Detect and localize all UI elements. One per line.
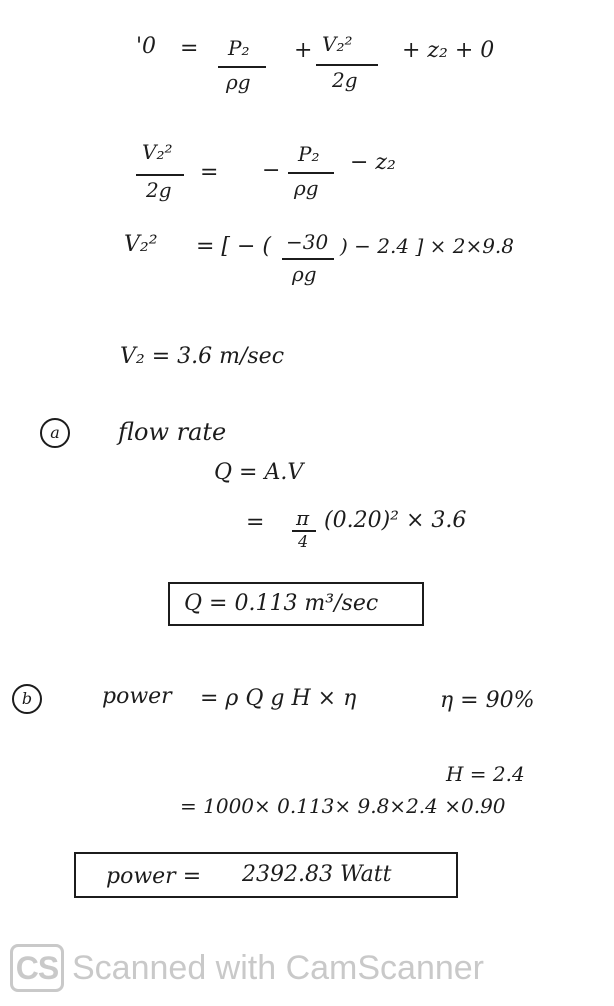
part-b-result-box bbox=[74, 852, 458, 898]
eq1-lhs: '0 bbox=[136, 34, 157, 59]
part-a-marker: a bbox=[40, 418, 70, 448]
camscanner-watermark bbox=[10, 940, 484, 996]
eq1-term1-fraction-bar bbox=[218, 66, 266, 68]
part-b-head: H = 2.4 bbox=[446, 762, 525, 786]
part-a-line2-rest: (0.20)² × 3.6 bbox=[324, 508, 467, 533]
eq2-minus: − bbox=[262, 158, 281, 183]
part-a-result-box bbox=[168, 582, 424, 626]
eq2-equals: = bbox=[200, 160, 219, 185]
eq3-rhs-open: = [ − ( bbox=[196, 234, 272, 259]
eq1-rest: + z₂ + 0 bbox=[402, 38, 495, 63]
camscanner-text: Scanned with CamScanner bbox=[72, 948, 485, 987]
eq4-velocity-result: V₂ = 3.6 m/sec bbox=[120, 344, 285, 369]
eq1-equals: = bbox=[180, 36, 199, 61]
eq2-rest: − z₂ bbox=[350, 150, 396, 175]
part-b-calculation: = 1000× 0.113× 9.8×2.4 ×0.90 bbox=[180, 794, 506, 818]
camscanner-logo: CS bbox=[10, 944, 64, 992]
eq1-term1-denominator: ρg bbox=[226, 70, 251, 94]
part-a-line2-equals: = bbox=[246, 510, 265, 535]
eq3-fraction-denominator: ρg bbox=[292, 262, 317, 286]
part-a-result: Q = 0.113 m³/sec bbox=[184, 591, 379, 616]
eq1-plus: + bbox=[294, 38, 313, 63]
eq2-rhs-numerator: P₂ bbox=[298, 142, 320, 166]
eq1-term2-numerator: V₂² bbox=[322, 32, 353, 56]
eq3-fraction-bar bbox=[282, 258, 334, 260]
eq1-term1-numerator: P₂ bbox=[228, 36, 250, 60]
part-a-line2-denominator: 4 bbox=[298, 532, 309, 551]
part-b-eta: η = 90% bbox=[440, 688, 535, 713]
part-a-heading: flow rate bbox=[118, 418, 227, 446]
part-b-formula: = ρ Q g H × η bbox=[200, 686, 357, 711]
part-a-line2-pi: π bbox=[296, 506, 310, 530]
eq3-fraction-numerator: −30 bbox=[286, 230, 329, 254]
part-b-result-label: power = bbox=[106, 864, 202, 889]
eq3-lhs: V₂² bbox=[124, 232, 158, 257]
eq1-term2-denominator: 2g bbox=[332, 68, 358, 92]
part-b-label: power bbox=[102, 684, 172, 709]
eq1-term2-fraction-bar bbox=[316, 64, 378, 66]
eq2-lhs-fraction-bar bbox=[136, 174, 184, 176]
part-b-marker: b bbox=[12, 684, 42, 714]
eq2-rhs-fraction-bar bbox=[288, 172, 334, 174]
eq2-rhs-denominator: ρg bbox=[294, 176, 319, 200]
eq3-rhs-close: ) − 2.4 ] × 2×9.8 bbox=[340, 234, 515, 258]
eq2-lhs-numerator: V₂² bbox=[142, 140, 173, 164]
part-b-result-value: 2392.83 Watt bbox=[242, 862, 392, 887]
eq2-lhs-denominator: 2g bbox=[146, 178, 172, 202]
part-a-line1: Q = A.V bbox=[214, 460, 304, 485]
